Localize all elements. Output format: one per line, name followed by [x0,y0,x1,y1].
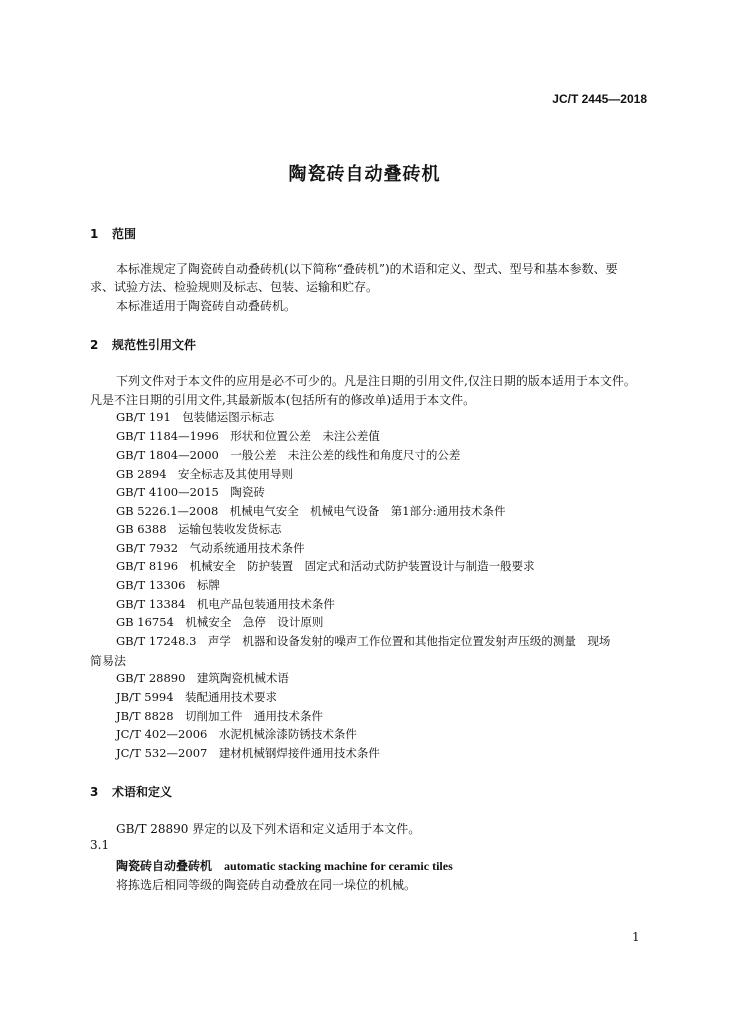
reference-item: GB/T 191 包装储运图示标志 [116,410,275,424]
reference-item: GB/T 4100—2015 陶瓷砖 [116,485,265,499]
reference-item: GB 6388 运输包装收发货标志 [116,522,282,536]
section-number: 3 [90,785,99,799]
section-title: 术语和定义 [112,785,173,799]
reference-item: GB/T 1184—1996 形状和位置公差 未注公差值 [116,429,380,443]
term-definition: 将拣选后相同等级的陶瓷砖自动叠放在同一垛位的机械。 [116,878,417,892]
term-heading [116,857,453,874]
reference-item: GB/T 28890 建筑陶瓷机械术语 [116,671,289,685]
reference-item: JB/T 8828 切削加工件 通用技术条件 [116,709,324,723]
reference-item: GB 5226.1—2008 机械电气安全 机械电气设备 第1部分:通用技术条件 [116,504,506,518]
section-number: 1 [90,227,99,241]
reference-item: GB/T 1804—2000 一般公差 未注公差的线性和角度尺寸的公差 [116,448,461,462]
term-number: 3.1 [90,838,110,852]
standard-number: JC/T 2445—2018 [552,92,647,106]
reference-item: GB 2894 安全标志及其使用导则 [116,467,294,481]
reference-item: GB/T 17248.3 声学 机器和设备发射的噪声工作位置和其他指定位置发射声压级的测量 现场 [116,634,611,648]
section-title: 范围 [112,227,137,241]
reference-item: GB/T 8196 机械安全 防护装置 固定式和活动式防护装置设计与制造一般要求 [116,559,535,573]
section-3-heading [90,783,172,800]
page-title: 陶瓷砖自动叠砖机 [288,164,441,185]
reference-item: GB/T 13306 标牌 [116,578,220,592]
section-number: 2 [90,338,99,352]
section-title: 规范性引用文件 [112,338,197,352]
paragraph: 本标准适用于陶瓷砖自动叠砖机。 [116,299,297,313]
paragraph: 下列文件对于本文件的应用是必不可少的。凡是注日期的引用文件,仅注日期的版本适用于本文件。 [116,374,636,388]
reference-item: GB/T 7932 气动系统通用技术条件 [116,541,305,555]
reference-item: GB/T 13384 机电产品包装通用技术条件 [116,597,335,611]
reference-item: JB/T 5994 装配通用技术要求 [116,690,278,704]
paragraph: GB/T 28890 界定的以及下列术语和定义适用于本文件。 [116,822,421,836]
reference-item: JC/T 532—2007 建材机械钢焊接件通用技术条件 [116,746,380,760]
section-1-heading [90,225,136,242]
paragraph: 求、试验方法、检验规则及标志、包装、运输和贮存。 [90,280,379,294]
page-number: 1 [632,930,640,944]
reference-item: GB 16754 机械安全 急停 设计原则 [116,615,324,629]
term-chinese: 陶瓷砖自动叠砖机 [116,859,213,873]
section-2-heading [90,336,196,353]
reference-item: JC/T 402—2006 水泥机械涂漆防锈技术条件 [116,727,357,741]
paragraph: 本标准规定了陶瓷砖自动叠砖机(以下简称“叠砖机”)的术语和定义、型式、型号和基本参数、要 [116,262,618,276]
reference-item-continuation: 简易法 [90,654,127,668]
term-english: automatic stacking machine for ceramic tiles [224,859,453,873]
paragraph: 凡是不注日期的引用文件,其最新版本(包括所有的修改单)适用于本文件。 [90,393,476,407]
